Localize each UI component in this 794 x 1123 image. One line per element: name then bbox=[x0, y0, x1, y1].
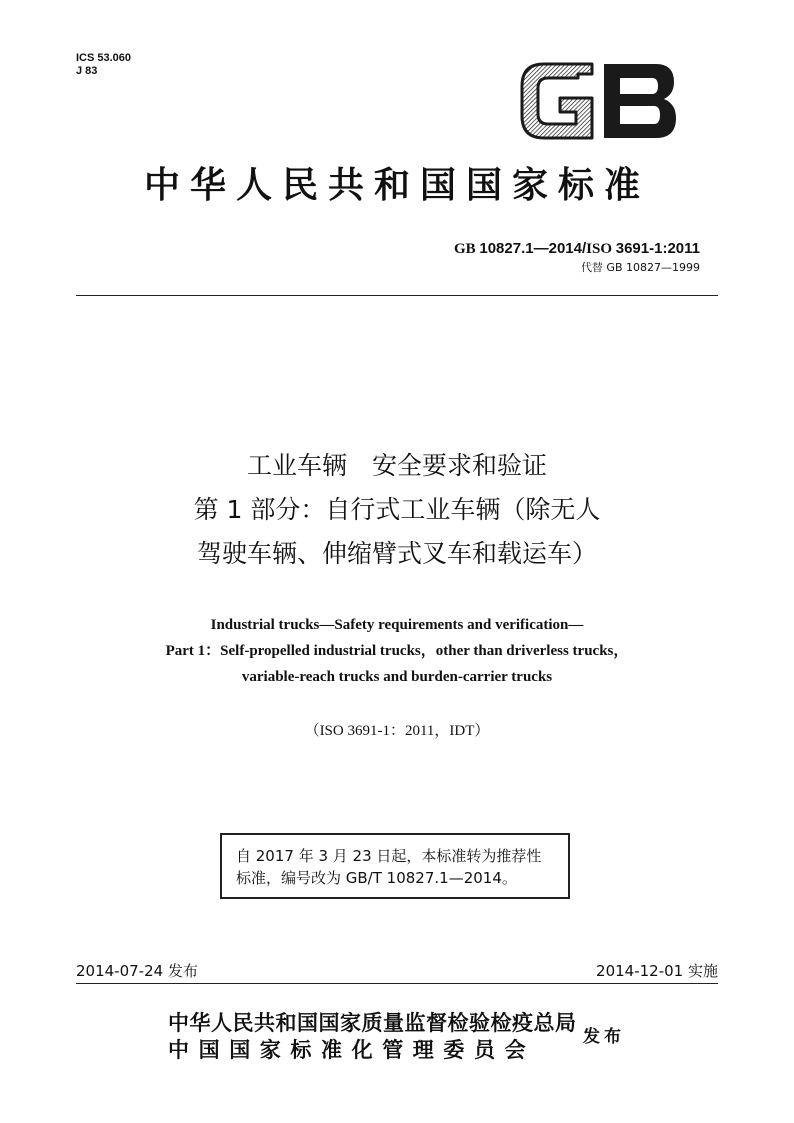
standard-number-iso-prefix: ISO bbox=[586, 241, 612, 257]
footer-divider bbox=[76, 983, 718, 984]
issue-date: 2014-07-24 发布 bbox=[76, 962, 198, 980]
chinese-title-line: 第 1 部分：自行式工业车辆（除无人 bbox=[193, 495, 601, 524]
classification-codes bbox=[76, 52, 131, 78]
publish-label: 发布 bbox=[583, 1027, 625, 1047]
issuer-sac: 中国国家标准化管理委员会 bbox=[168, 1038, 536, 1062]
chinese-title-line: 驾驶车辆、伸缩臂式叉车和载运车） bbox=[196, 539, 597, 568]
header-divider bbox=[76, 295, 718, 296]
english-title bbox=[60, 612, 734, 690]
implementation-date: 2014-12-01 实施 bbox=[596, 962, 718, 980]
chinese-title bbox=[60, 444, 734, 576]
notice-line: 自 2017 年 3 月 23 日起，本标准转为推荐性 bbox=[236, 847, 542, 865]
standard-number-iso: 3691-1:2011 bbox=[615, 240, 700, 257]
chinese-title-line: 工业车辆 安全要求和验证 bbox=[246, 451, 547, 480]
status-notice-box bbox=[220, 833, 570, 899]
ccs-code: J 83 bbox=[76, 65, 98, 77]
replaces-standard: 代替 GB 10827—1999 bbox=[580, 261, 700, 274]
notice-line: 标准，编号改为 GB/T 10827.1—2014。 bbox=[236, 869, 517, 887]
issuer-aqsiq: 中华人民共和国国家质量监督检验检疫总局 bbox=[168, 1011, 577, 1035]
iso-equivalence: （ISO 3691-1：2011，IDT） bbox=[304, 723, 490, 739]
standard-number-main: 10827.1—2014/ bbox=[479, 240, 587, 257]
gb-logo bbox=[518, 60, 680, 142]
standard-number bbox=[454, 240, 700, 258]
country-standard-title: 中华人民共和国国家标准 bbox=[143, 165, 650, 206]
english-title-line: Part 1：Self-propelled industrial trucks，other than driverless trucks， bbox=[165, 643, 629, 659]
ics-code: ICS 53.060 bbox=[76, 52, 132, 64]
standard-number-gb: GB bbox=[453, 241, 476, 257]
english-title-line: variable-reach trucks and burden-carrier trucks bbox=[241, 669, 553, 685]
english-title-line: Industrial trucks—Safety requirements and verification— bbox=[210, 617, 584, 633]
